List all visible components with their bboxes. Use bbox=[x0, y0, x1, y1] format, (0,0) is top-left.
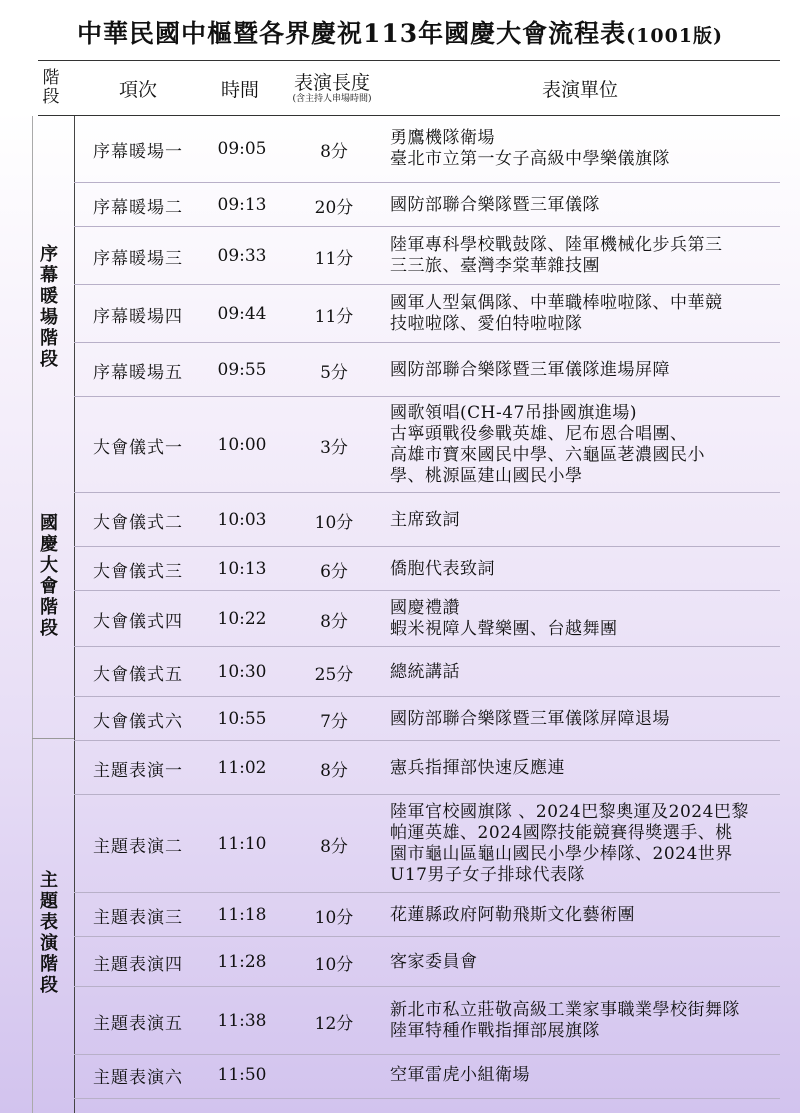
stage-char: 慶 bbox=[40, 534, 58, 555]
stage-separator bbox=[32, 738, 74, 739]
stage-char: 階 bbox=[40, 954, 58, 975]
row-unit bbox=[390, 1055, 776, 1095]
row-item: 大會儀式一 bbox=[93, 437, 183, 458]
stage-char: 場 bbox=[40, 307, 58, 328]
row-time: 11:50 bbox=[217, 1065, 267, 1085]
row-unit bbox=[390, 116, 776, 182]
table-row bbox=[74, 546, 780, 591]
table-row bbox=[74, 492, 780, 547]
row-time: 10:55 bbox=[217, 709, 267, 729]
table-top-rule bbox=[38, 60, 780, 61]
table-row bbox=[74, 396, 780, 493]
row-time: 11:10 bbox=[217, 834, 267, 854]
row-item: 主題表演六 bbox=[93, 1067, 183, 1088]
unit-line: 客家委員會 bbox=[390, 951, 478, 972]
row-length: 8分 bbox=[320, 141, 348, 162]
stage-label-performance bbox=[34, 870, 64, 996]
row-unit bbox=[390, 591, 776, 647]
row-item: 主題表演五 bbox=[93, 1013, 183, 1034]
row-unit bbox=[390, 547, 776, 591]
table-bottom-rule bbox=[74, 1098, 780, 1100]
table-row bbox=[74, 794, 780, 893]
row-item: 大會儀式五 bbox=[93, 664, 183, 685]
table-row bbox=[74, 226, 780, 285]
row-unit bbox=[390, 285, 776, 343]
row-item: 序幕暖場四 bbox=[93, 306, 183, 327]
row-length: 5分 bbox=[320, 362, 348, 383]
page-title bbox=[0, 14, 800, 50]
unit-line: 蝦米視障人聲樂團、台越舞團 bbox=[390, 619, 618, 639]
row-item: 大會儀式六 bbox=[93, 711, 183, 732]
row-length: 8分 bbox=[320, 760, 348, 781]
unit-line: 高雄市寶來國民中學、六龜區荖濃國民小 bbox=[390, 445, 705, 465]
header-time: 時間 bbox=[220, 78, 259, 101]
unit-line: 新北市私立莊敬高級工業家事職業學校街舞隊 bbox=[390, 1000, 740, 1020]
stage-char: 題 bbox=[40, 891, 58, 912]
header-length-note: (含主持人串場時間) bbox=[292, 94, 372, 104]
row-unit bbox=[390, 227, 776, 285]
row-time: 10:13 bbox=[217, 559, 267, 579]
unit-line: U17男子女子排球代表隊 bbox=[390, 865, 585, 885]
stage-char: 階 bbox=[40, 597, 58, 618]
row-unit bbox=[390, 647, 776, 697]
unit-line: 國軍人型氣偶隊、中華職棒啦啦隊、中華競 bbox=[390, 293, 723, 313]
unit-line: 僑胞代表致詞 bbox=[390, 558, 495, 579]
row-item: 序幕暖場三 bbox=[93, 248, 183, 269]
unit-line: 三三旅、臺灣李棠華雜技團 bbox=[390, 256, 600, 276]
row-length: 25分 bbox=[314, 664, 354, 685]
stage-char: 大 bbox=[40, 555, 58, 576]
row-time: 11:02 bbox=[217, 758, 267, 778]
row-item: 序幕暖場一 bbox=[93, 141, 183, 162]
row-time: 11:38 bbox=[217, 1011, 267, 1031]
unit-line: 總統講話 bbox=[390, 661, 460, 682]
row-item: 主題表演三 bbox=[93, 907, 183, 928]
unit-line: 陸軍特種作戰指揮部展旗隊 bbox=[390, 1021, 600, 1041]
row-length: 20分 bbox=[314, 197, 354, 218]
stage-char: 會 bbox=[40, 576, 58, 597]
row-length: 3分 bbox=[320, 437, 348, 458]
unit-line: 技啦啦隊、愛伯特啦啦隊 bbox=[390, 314, 583, 334]
table-row bbox=[74, 892, 780, 937]
unit-line: 陸軍專科學校戰鼓隊、陸軍機械化步兵第三 bbox=[390, 235, 723, 255]
table-row bbox=[74, 1054, 780, 1095]
row-unit bbox=[390, 741, 776, 795]
table-row bbox=[74, 740, 780, 795]
row-time: 10:22 bbox=[217, 609, 267, 629]
table-row bbox=[74, 116, 780, 182]
row-item: 序幕暖場五 bbox=[93, 362, 183, 383]
row-length: 10分 bbox=[314, 954, 354, 975]
row-unit bbox=[390, 795, 776, 893]
unit-line: 國防部聯合樂隊暨三軍儀隊 bbox=[390, 194, 600, 215]
header-length bbox=[282, 62, 382, 114]
table-row bbox=[74, 182, 780, 227]
row-time: 10:00 bbox=[217, 435, 267, 455]
unit-line: 國防部聯合樂隊暨三軍儀隊屏障退場 bbox=[390, 708, 670, 729]
row-unit bbox=[390, 893, 776, 937]
row-length: 7分 bbox=[320, 711, 348, 732]
stage-char: 幕 bbox=[40, 265, 58, 286]
row-item: 大會儀式三 bbox=[93, 561, 183, 582]
stage-char: 主 bbox=[40, 870, 58, 891]
stage-char: 演 bbox=[40, 933, 58, 954]
row-length: 10分 bbox=[314, 907, 354, 928]
stage-char: 序 bbox=[40, 244, 58, 265]
stage-char: 段 bbox=[40, 618, 58, 639]
row-item: 大會儀式二 bbox=[93, 512, 183, 533]
header-item: 項次 bbox=[118, 78, 157, 101]
unit-line: 國慶禮讚 bbox=[390, 598, 460, 618]
table-row bbox=[74, 284, 780, 343]
unit-line: 臺北市立第一女子高級中學樂儀旗隊 bbox=[390, 149, 670, 169]
table-row bbox=[74, 590, 780, 647]
row-unit bbox=[390, 397, 776, 493]
table-row bbox=[74, 986, 780, 1055]
title-main: 中華民國中樞暨各界慶祝113年國慶大會流程表 bbox=[76, 19, 627, 48]
table-row bbox=[74, 646, 780, 697]
row-time: 11:28 bbox=[217, 952, 267, 972]
header-length-label: 表演長度 bbox=[293, 72, 370, 94]
row-length: 10分 bbox=[314, 512, 354, 533]
header-stage bbox=[34, 62, 68, 114]
header-stage-char: 階 bbox=[42, 68, 60, 88]
row-unit bbox=[390, 697, 776, 741]
stage-char: 表 bbox=[40, 912, 58, 933]
table-row bbox=[74, 342, 780, 397]
stage-label-prelude bbox=[34, 244, 64, 370]
title-version: (1001版) bbox=[626, 25, 724, 47]
unit-line: 園市龜山區龜山國民小學少棒隊、2024世界 bbox=[390, 844, 733, 864]
row-item: 主題表演一 bbox=[93, 760, 183, 781]
unit-line: 憲兵指揮部快速反應連 bbox=[390, 757, 565, 778]
unit-line: 勇鷹機隊衛場 bbox=[390, 128, 495, 148]
row-time: 11:18 bbox=[217, 905, 267, 925]
row-unit bbox=[390, 937, 776, 987]
row-time: 10:30 bbox=[217, 662, 267, 682]
stage-char: 國 bbox=[40, 513, 58, 534]
row-unit bbox=[390, 343, 776, 397]
table-left-border bbox=[32, 116, 33, 1113]
row-unit bbox=[390, 493, 776, 547]
row-length: 11分 bbox=[314, 306, 354, 327]
row-item: 主題表演二 bbox=[93, 836, 183, 857]
row-unit bbox=[390, 183, 776, 227]
unit-line: 學、桃源區建山國民小學 bbox=[390, 466, 583, 486]
header-unit: 表演單位 bbox=[541, 78, 618, 101]
unit-line: 國防部聯合樂隊暨三軍儀隊進場屏障 bbox=[390, 359, 670, 380]
row-time: 09:05 bbox=[217, 139, 267, 159]
unit-line: 主席致詞 bbox=[390, 509, 460, 530]
row-length: 11分 bbox=[314, 248, 354, 269]
unit-line: 古寧頭戰役參戰英雄、尼布恩合唱團、 bbox=[390, 424, 688, 444]
row-time: 09:55 bbox=[217, 360, 267, 380]
table-header bbox=[0, 62, 800, 114]
stage-char: 段 bbox=[40, 975, 58, 996]
row-time: 10:03 bbox=[217, 510, 267, 530]
row-item: 主題表演四 bbox=[93, 954, 183, 975]
unit-line: 帕運英雄、2024國際技能競賽得獎選手、桃 bbox=[390, 823, 733, 843]
row-length: 12分 bbox=[314, 1013, 354, 1034]
row-length bbox=[284, 1055, 384, 1095]
row-length: 8分 bbox=[320, 611, 348, 632]
header-stage-char: 段 bbox=[42, 87, 60, 107]
table-row bbox=[74, 936, 780, 987]
stage-char: 階 bbox=[40, 328, 58, 349]
unit-line: 空軍雷虎小組衛場 bbox=[390, 1064, 530, 1085]
row-unit bbox=[390, 987, 776, 1055]
unit-line: 陸軍官校國旗隊 、2024巴黎奧運及2024巴黎 bbox=[390, 802, 749, 822]
table-row bbox=[74, 696, 780, 741]
stage-char: 暖 bbox=[40, 286, 58, 307]
row-length: 6分 bbox=[320, 561, 348, 582]
stage-char: 段 bbox=[40, 349, 58, 370]
row-time: 09:13 bbox=[217, 195, 267, 215]
unit-line: 花蓮縣政府阿勒飛斯文化藝術團 bbox=[390, 904, 635, 925]
unit-line: 國歌領唱(CH-47吊掛國旗進場) bbox=[390, 403, 637, 423]
row-item: 序幕暖場二 bbox=[93, 197, 183, 218]
row-length: 8分 bbox=[320, 836, 348, 857]
stage-label-ceremony bbox=[34, 513, 64, 639]
row-item: 大會儀式四 bbox=[93, 611, 183, 632]
row-time: 09:44 bbox=[217, 304, 267, 324]
row-time: 09:33 bbox=[217, 246, 267, 266]
